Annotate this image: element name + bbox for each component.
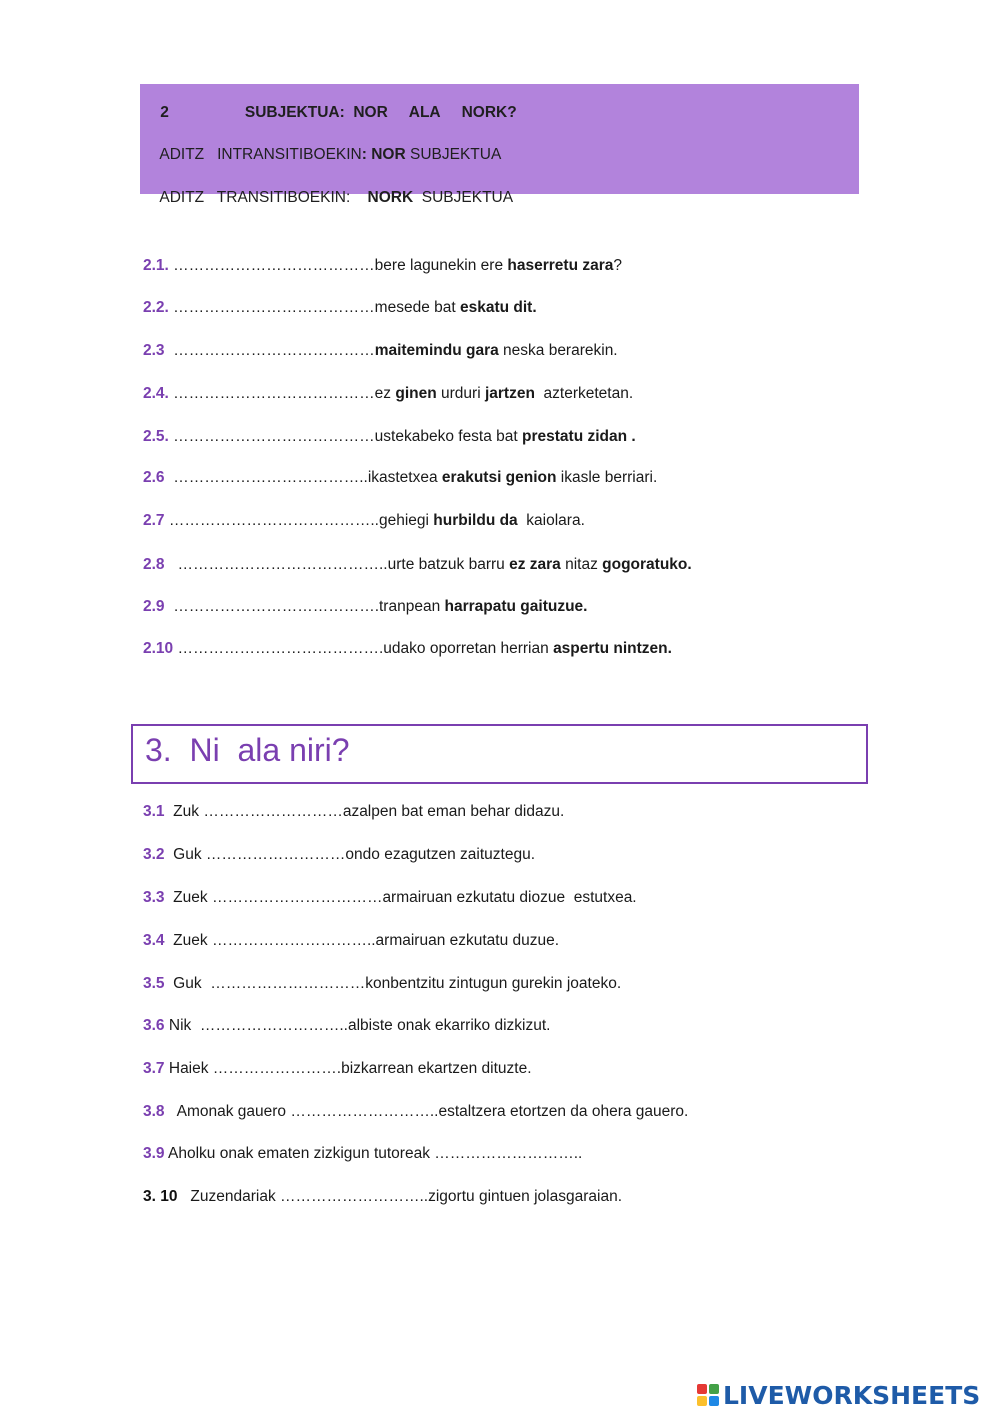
blank-dots: ………………………………….. (177, 556, 388, 573)
exercise-3-item (143, 1060, 532, 1078)
logo-square-2 (709, 1384, 719, 1394)
exercise-number: 3.4 (143, 932, 165, 949)
header-number: 2 (160, 104, 169, 121)
exercise-number: 3.8 (143, 1103, 165, 1120)
blank-dots: ………………………………… (173, 299, 375, 316)
bold-verb: hurbildu da (433, 512, 518, 529)
blank-dots: ………………………………… (173, 257, 375, 274)
exercise-number: 2.1. (143, 257, 169, 274)
exercise-number: 3.3 (143, 889, 165, 906)
spacer (165, 556, 178, 573)
exercise-3-item (143, 932, 559, 950)
sentence-text: Guk ………………………ondo ezagutzen zaituztegu. (164, 846, 535, 863)
sentence-text: mesede bat (374, 299, 460, 316)
bold-verb: harrapatu gaituzue. (444, 598, 588, 615)
section-3-title: 3. Ni ala niri? (145, 732, 350, 768)
sentence-text: urte batzuk barru (387, 556, 510, 573)
exercise-3-item (143, 803, 564, 821)
exercise-2-item (143, 299, 537, 317)
sentence-text: tranpean (379, 598, 445, 615)
header-box (140, 84, 859, 206)
bold-verb: erakutsi genion (441, 469, 557, 486)
header-line-2-post: SUBJEKTUA (405, 146, 502, 163)
sentence-text: Aholku onak ematen zizkigun tutoreak ……………………….. (164, 1145, 583, 1162)
sentence-text: Amonak gauero ………………………..estaltzera etortzen da ohera gauero. (164, 1103, 689, 1120)
bold-verb: ginen (395, 385, 437, 402)
exercise-number: 2.3 (143, 342, 165, 359)
bold-verb: prestatu zidan . (522, 428, 636, 445)
blank-dots: ………………………………… (173, 385, 375, 402)
sentence-text: gehiegi (379, 512, 434, 529)
blank-dots: ………………………………… (173, 342, 375, 359)
header-title: SUBJEKTUA: NOR ALA NORK? (244, 104, 517, 121)
bold-verb: gogoratuko. (602, 556, 692, 573)
exercise-number: 2.4. (143, 385, 169, 402)
sentence-text: urduri (436, 385, 485, 402)
logo-square-4 (709, 1396, 719, 1406)
exercise-number: 2.8 (143, 556, 165, 573)
exercise-3-item (143, 1145, 582, 1163)
sentence-text: neska berarekin. (498, 342, 618, 359)
exercise-number: 2.5. (143, 428, 169, 445)
logo-square-3 (697, 1396, 707, 1406)
sentence-text: Zuk ………………………azalpen bat eman behar didazu. (164, 803, 565, 820)
spacer (165, 342, 174, 359)
exercise-2-item (143, 556, 692, 574)
header-line-3-bold: NORK (367, 189, 414, 206)
liveworksheets-logo (697, 1380, 980, 1410)
exercise-number: 3.2 (143, 846, 165, 863)
sentence-text: ustekabeko festa bat (374, 428, 523, 445)
section-3-box (131, 724, 868, 784)
exercise-3-item (143, 1017, 550, 1035)
sentence-text: Zuek …………………………..armairuan ezkutatu duzue. (164, 932, 560, 949)
exercise-3-item (143, 889, 637, 907)
header-line-2-bold: NOR (371, 146, 406, 163)
exercise-number: 2.7 (143, 512, 165, 529)
exercise-2-item (143, 428, 636, 446)
bold-verb: maitemindu gara (374, 342, 499, 359)
exercise-number: 2.10 (143, 640, 174, 657)
exercise-2-item (143, 342, 618, 360)
logo-square-1 (697, 1384, 707, 1394)
exercise-number: 3.7 (143, 1060, 165, 1077)
exercise-3-item (143, 975, 621, 993)
exercise-number: 3.1 (143, 803, 165, 820)
sentence-text: Guk …………………………konbentzitu zintugun gurekin joateko. (164, 975, 622, 992)
spacer (165, 598, 174, 615)
blank-dots: ………………………………….. (168, 512, 379, 529)
sentence-text: azterketetan. (534, 385, 634, 402)
sentence-text: udako oporretan herrian (383, 640, 554, 657)
bold-verb: jartzen (484, 385, 535, 402)
bold-verb: aspertu nintzen. (553, 640, 672, 657)
header-line-3 (143, 171, 513, 225)
blank-dots: ……………………………….. (173, 469, 368, 486)
sentence-text: Zuzendariak ………………………..zigortu gintuen jolasgaraian. (177, 1188, 622, 1205)
exercise-number: 2.6 (143, 469, 165, 486)
logo-grid-icon (697, 1384, 719, 1406)
exercise-number: 2.9 (143, 598, 165, 615)
sentence-text: bere lagunekin ere (374, 257, 508, 274)
sentence-text: nitaz (560, 556, 603, 573)
blank-dots: …………………………………. (173, 598, 379, 615)
sentence-text: ikasle berriari. (556, 469, 658, 486)
exercise-2-item (143, 512, 585, 530)
blank-dots: …………………………………. (177, 640, 384, 657)
header-line-3-pre: ADITZ TRANSITIBOEKIN: (159, 189, 368, 206)
exercise-2-item (143, 469, 657, 487)
bold-verb: haserretu zara (507, 257, 614, 274)
exercise-2-item (143, 640, 672, 658)
exercise-3-item (143, 846, 535, 864)
exercise-number: 3. 10 (143, 1188, 178, 1205)
exercise-2-item (143, 385, 633, 403)
header-line-3-post: SUBJEKTUA (413, 189, 514, 206)
sentence-text: ? (613, 257, 622, 274)
blank-dots: ………………………………… (173, 428, 375, 445)
header-line-2-pre: ADITZ INTRANSITIBOEKIN (159, 146, 362, 163)
sentence-text: Haiek …………………….bizkarrean ekartzen dituzte. (164, 1060, 532, 1077)
exercise-number: 3.5 (143, 975, 165, 992)
header-line-2-colon: : (361, 146, 372, 163)
exercise-3-item (143, 1103, 688, 1121)
sentence-text: ez (374, 385, 396, 402)
sentence-text: Zuek ……………………………armairuan ezkutatu diozue estutxea. (164, 889, 637, 906)
bold-verb: eskatu dit. (459, 299, 537, 316)
spacer (165, 469, 174, 486)
exercise-number: 3.9 (143, 1145, 165, 1162)
exercise-number: 3.6 (143, 1017, 165, 1034)
exercise-2-item (143, 257, 622, 275)
exercise-2-item (143, 598, 587, 616)
sentence-text: kaiolara. (517, 512, 585, 529)
exercise-3-item (143, 1188, 622, 1206)
bold-verb: ez zara (509, 556, 561, 573)
sentence-text: ikastetxea (367, 469, 442, 486)
logo-text: LIVEWORKSHEETS (723, 1380, 981, 1410)
exercise-number: 2.2. (143, 299, 169, 316)
sentence-text: Nik ………………………..albiste onak ekarriko dizkizut. (164, 1017, 551, 1034)
